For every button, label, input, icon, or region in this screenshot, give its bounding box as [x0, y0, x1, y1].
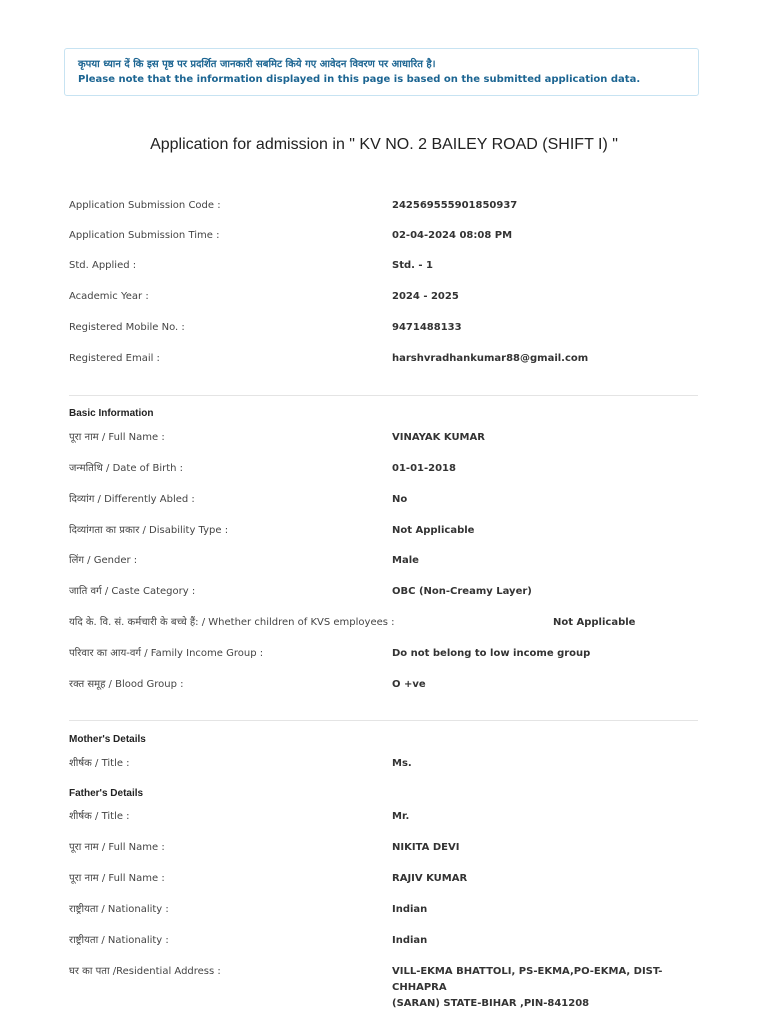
- mother-full-name-row: [69, 840, 699, 856]
- submission-time-label: Application Submission Time :: [69, 230, 220, 241]
- email-label: Registered Email :: [69, 353, 160, 364]
- mother-title-value: Ms.: [392, 758, 412, 769]
- mother-title-row: [69, 756, 699, 772]
- disability-type-row: [69, 523, 699, 539]
- email-row: [69, 351, 699, 367]
- kvs-employee-row: [69, 615, 699, 631]
- submission-time-row: [69, 228, 699, 244]
- income-group-row: [69, 646, 699, 662]
- father-details-heading: Father's Details: [69, 788, 144, 799]
- father-title-label: शीर्षक / Title :: [69, 811, 130, 822]
- caste-category-value: OBC (Non-Creamy Layer): [392, 586, 532, 597]
- std-applied-label: Std. Applied :: [69, 260, 137, 271]
- kvs-employee-value: Not Applicable: [553, 617, 636, 628]
- dob-value: 01-01-2018: [392, 463, 456, 474]
- mother-details-heading: Mother's Details: [69, 734, 146, 745]
- blood-group-value: O +ve: [392, 679, 426, 690]
- std-applied-row: [69, 258, 699, 274]
- mobile-value: 9471488133: [392, 322, 462, 333]
- basic-info-heading: Basic Information: [69, 408, 154, 419]
- page-title: Application for admission in " KV NO. 2 BAILEY ROAD (SHIFT I) ": [150, 136, 618, 153]
- father-nationality-label: राष्ट्रीयता / Nationality :: [69, 935, 169, 946]
- differently-abled-value: No: [392, 494, 408, 505]
- full-name-value: VINAYAK KUMAR: [392, 432, 485, 443]
- caste-category-row: [69, 584, 699, 600]
- father-full-name-value: RAJIV KUMAR: [392, 873, 468, 884]
- residential-address-label: घर का पता /Residential Address :: [69, 966, 221, 977]
- academic-year-label: Academic Year :: [69, 291, 149, 302]
- dob-row: [69, 461, 699, 477]
- notice-english-text: Please note that the information displayed in this page is based on the submitted application data.: [78, 74, 641, 85]
- mother-nationality-value: Indian: [392, 904, 428, 915]
- address-line-1: VILL-EKMA BHATTOLI, PS-EKMA,PO-EKMA, DIST- CHHAPRA: [392, 966, 663, 993]
- differently-abled-row: [69, 492, 699, 508]
- full-name-row: [69, 430, 699, 446]
- differently-abled-label: दिव्यांग / Differently Abled :: [69, 494, 195, 505]
- father-title-value: Mr.: [392, 811, 410, 822]
- residential-address-value: [392, 964, 702, 1012]
- academic-year-row: [69, 289, 699, 305]
- address-line-2: (SARAN) STATE-BIHAR ,PIN-841208: [392, 998, 590, 1009]
- submission-code-label: Application Submission Code :: [69, 200, 221, 211]
- full-name-label: पूरा नाम / Full Name :: [69, 432, 165, 443]
- kvs-employee-label: यदि के. वि. सं. कर्मचारी के बच्चे हैं: / Whether children of KVS employees :: [69, 617, 395, 628]
- caste-category-label: जाति वर्ग / Caste Category :: [69, 586, 196, 597]
- academic-year-value: 2024 - 2025: [392, 291, 459, 302]
- email-value: harshvradhankumar88@gmail.com: [392, 353, 589, 364]
- disability-type-label: दिव्यांगता का प्रकार / Disability Type :: [69, 525, 229, 536]
- gender-value: Male: [392, 555, 419, 566]
- father-full-name-row: [69, 871, 699, 887]
- income-group-value: Do not belong to low income group: [392, 648, 591, 659]
- father-nationality-row: [69, 933, 699, 949]
- father-title-row: [69, 809, 699, 825]
- mother-nationality-label: राष्ट्रीयता / Nationality :: [69, 904, 169, 915]
- submission-time-value: 02-04-2024 08:08 PM: [392, 230, 513, 241]
- gender-row: [69, 553, 699, 569]
- mobile-row: [69, 320, 699, 336]
- blood-group-row: [69, 677, 699, 693]
- mobile-label: Registered Mobile No. :: [69, 322, 185, 333]
- submission-code-value: 242569555901850937: [392, 200, 518, 211]
- gender-label: लिंग / Gender :: [69, 555, 138, 566]
- income-group-label: परिवार का आय-वर्ग / Family Income Group :: [69, 648, 264, 659]
- mother-full-name-label: पूरा नाम / Full Name :: [69, 842, 165, 853]
- residential-address-row: [69, 964, 699, 1009]
- submission-code-row: [69, 198, 699, 214]
- disability-type-value: Not Applicable: [392, 525, 475, 536]
- info-notice: [64, 48, 699, 96]
- mother-nationality-row: [69, 902, 699, 918]
- father-nationality-value: Indian: [392, 935, 428, 946]
- notice-hindi-text: कृपया ध्यान दें कि इस पृष्ठ पर प्रदर्शित जानकारी सबमिट किये गए आवेदन विवरण पर आधारित है।: [78, 59, 436, 70]
- blood-group-label: रक्त समूह / Blood Group :: [69, 679, 184, 690]
- section-divider: [69, 720, 698, 721]
- std-applied-value: Std. - 1: [392, 260, 434, 271]
- mother-title-label: शीर्षक / Title :: [69, 758, 130, 769]
- dob-label: जन्मतिथि / Date of Birth :: [69, 463, 184, 474]
- section-divider: [69, 395, 698, 396]
- mother-full-name-value: NIKITA DEVI: [392, 842, 460, 853]
- father-full-name-label: पूरा नाम / Full Name :: [69, 873, 165, 884]
